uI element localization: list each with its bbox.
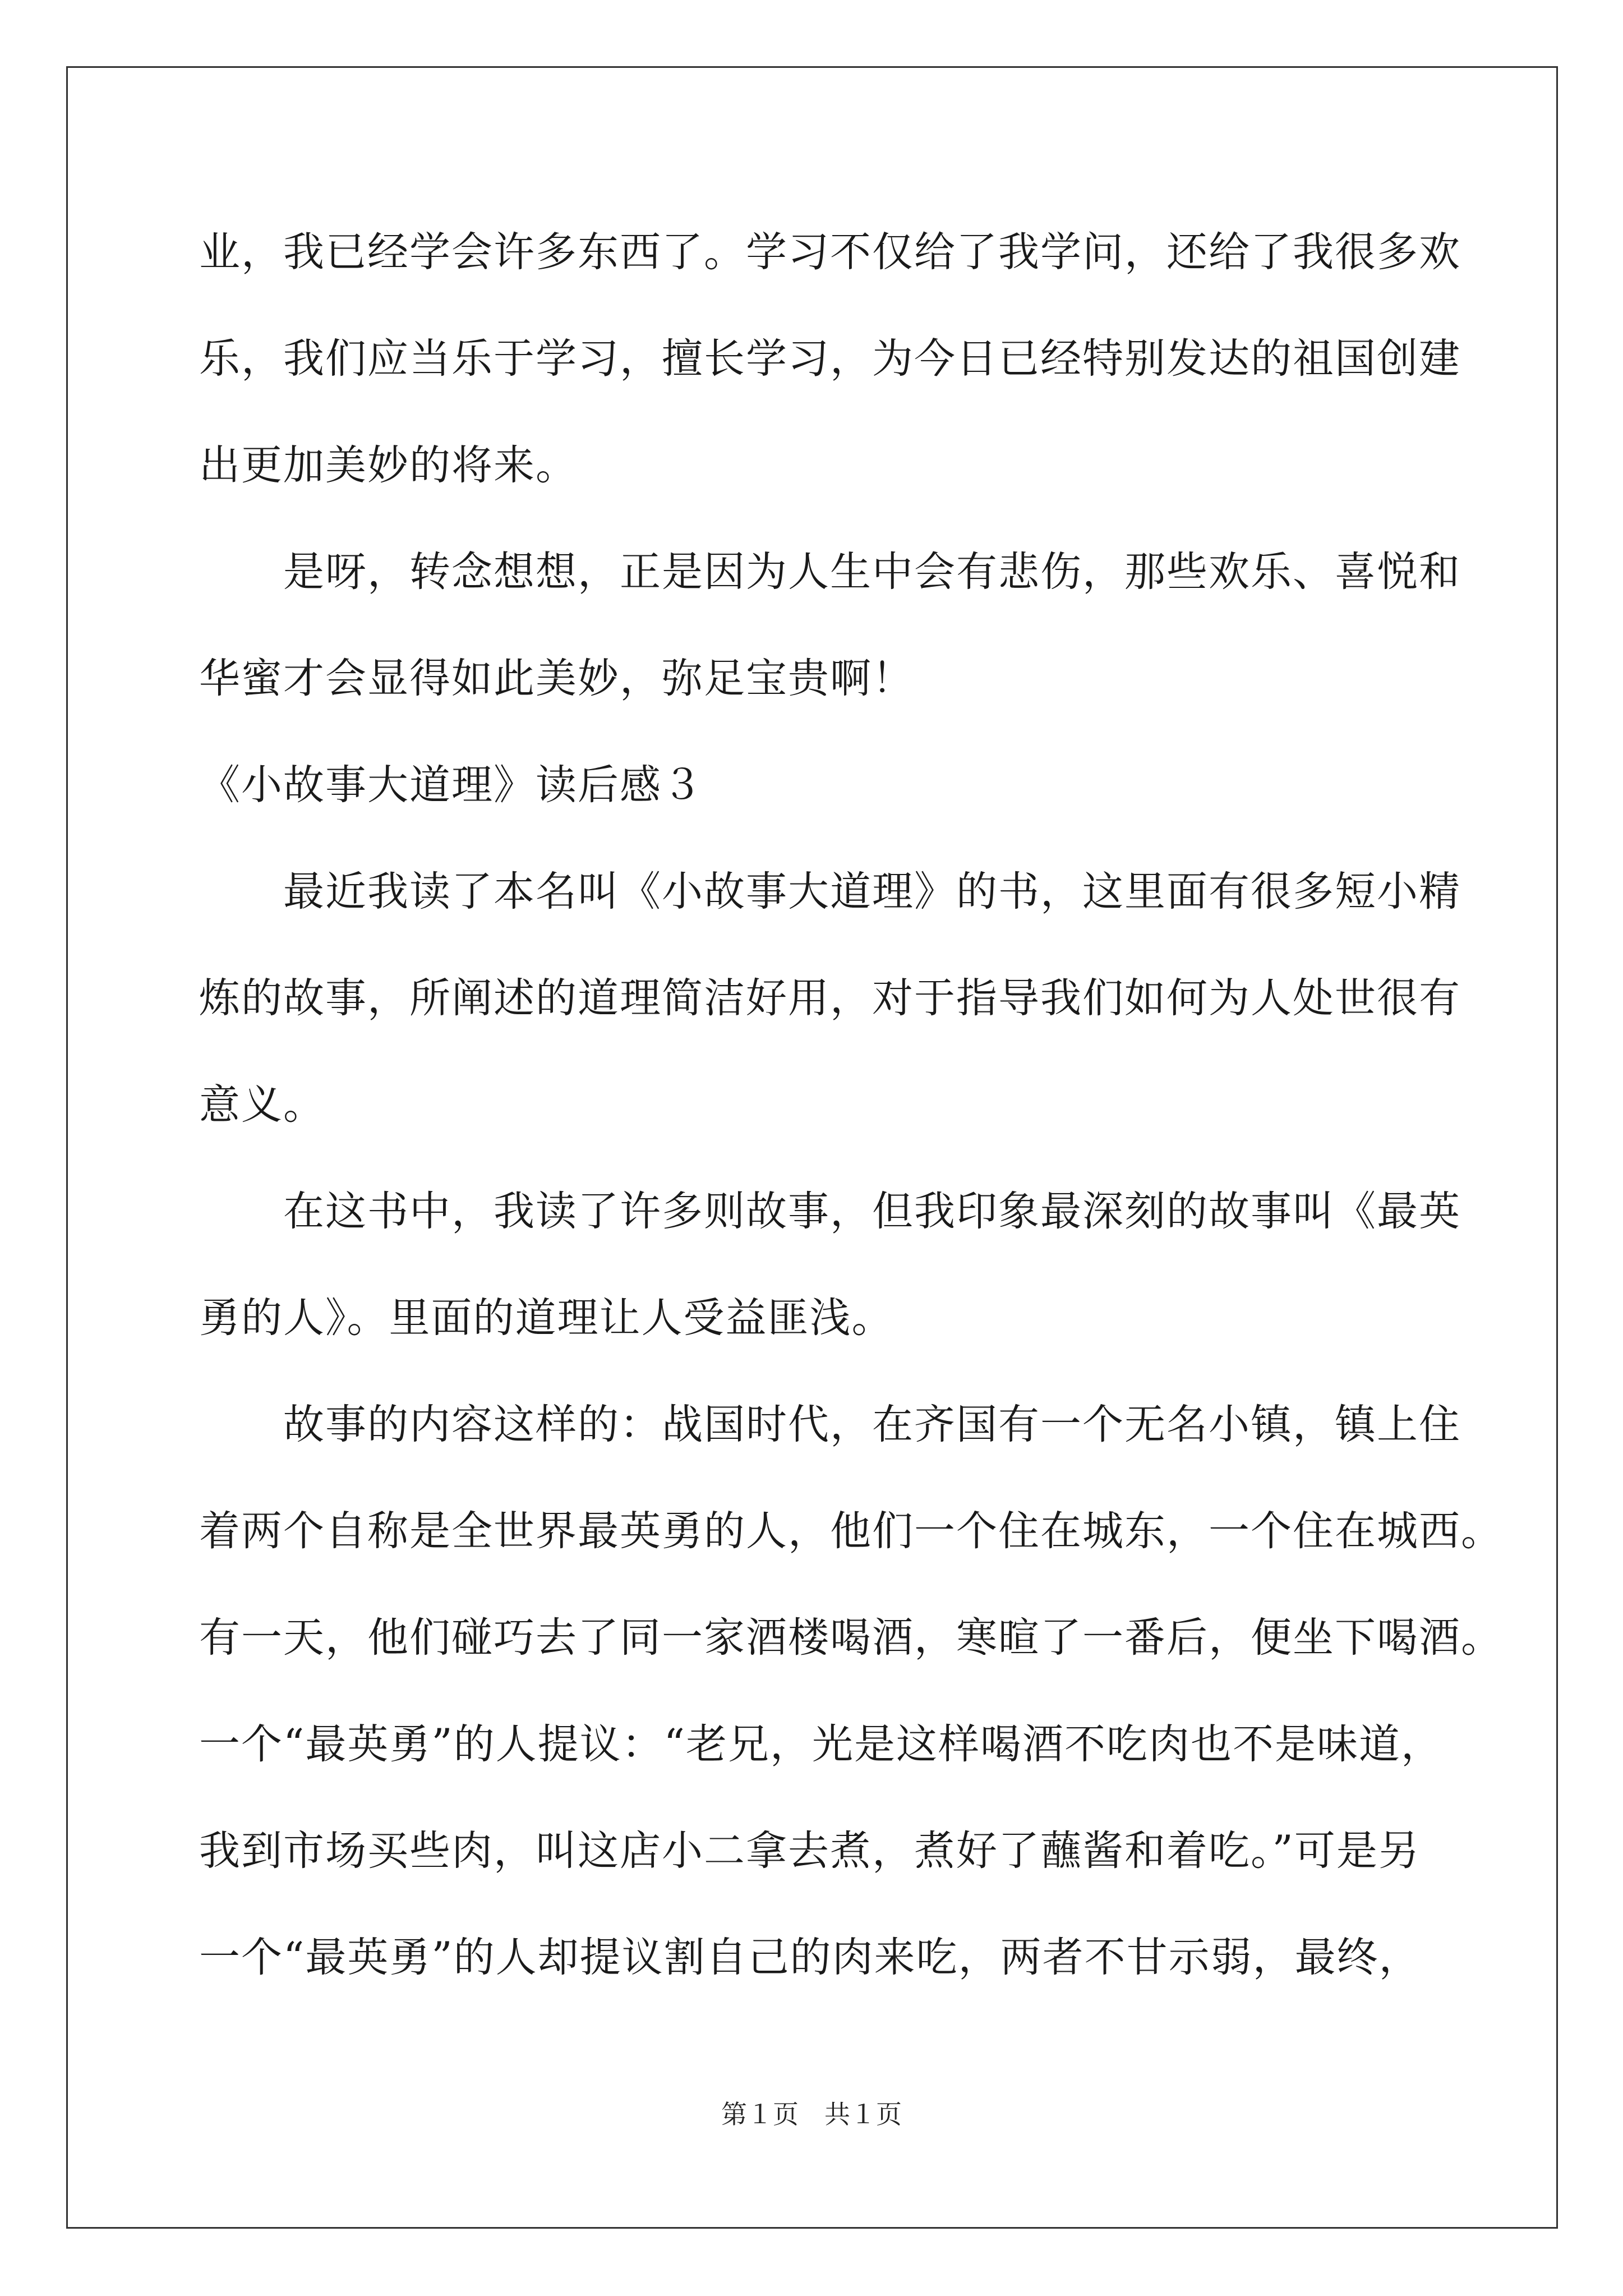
text-line: 业，我已经学会许多东西了。学习不仅给了我学问，还给了我很多欢: [199, 228, 1461, 276]
text-line: 我到市场买些肉，叫这店小二拿去煮，煮好了蘸酱和着吃。”可是另: [199, 1827, 1421, 1875]
page-border: [66, 66, 1558, 2229]
text-line: 是呀，转念想想，正是因为人生中会有悲伤，那些欢乐、喜悦和: [199, 548, 1461, 596]
page-footer: 第１页 共１页: [721, 2100, 902, 2129]
text-line: 有一天，他们碰巧去了同一家酒楼喝酒，寒暄了一番后，便坐下喝酒。: [199, 1614, 1503, 1662]
text-line: 在这书中，我读了许多则故事，但我印象最深刻的故事叫《最英: [199, 1188, 1461, 1235]
section-heading: 《小故事大道理》读后感３: [199, 761, 704, 809]
text-line: 乐，我们应当乐于学习，擅长学习，为今日已经特别发达的祖国创建: [199, 335, 1461, 383]
text-line: 一个“最英勇”的人提议：“老兄，光是这样喝酒不吃肉也不是味道，: [199, 1720, 1443, 1768]
text-line: 着两个自称是全世界最英勇的人，他们一个住在城东，一个住在城西。: [199, 1507, 1503, 1555]
text-line: 出更加美妙的将来。: [199, 441, 578, 489]
text-line: 一个“最英勇”的人却提议割自己的肉来吃，两者不甘示弱，最终，: [199, 1934, 1421, 1981]
text-line: 故事的内容这样的：战国时代，在齐国有一个无名小镇，镇上住: [199, 1401, 1461, 1448]
text-line: 华蜜才会显得如此美妙，弥足宝贵啊！: [199, 655, 914, 702]
text-line: 炼的故事，所阐述的道理简洁好用，对于指导我们如何为人处世很有: [199, 974, 1461, 1022]
text-line: 最近我读了本名叫《小故事大道理》的书，这里面有很多短小精: [199, 868, 1461, 915]
text-line: 勇的人》。里面的道理让人受益匪浅。: [199, 1294, 894, 1342]
text-line: 意义。: [199, 1081, 325, 1129]
